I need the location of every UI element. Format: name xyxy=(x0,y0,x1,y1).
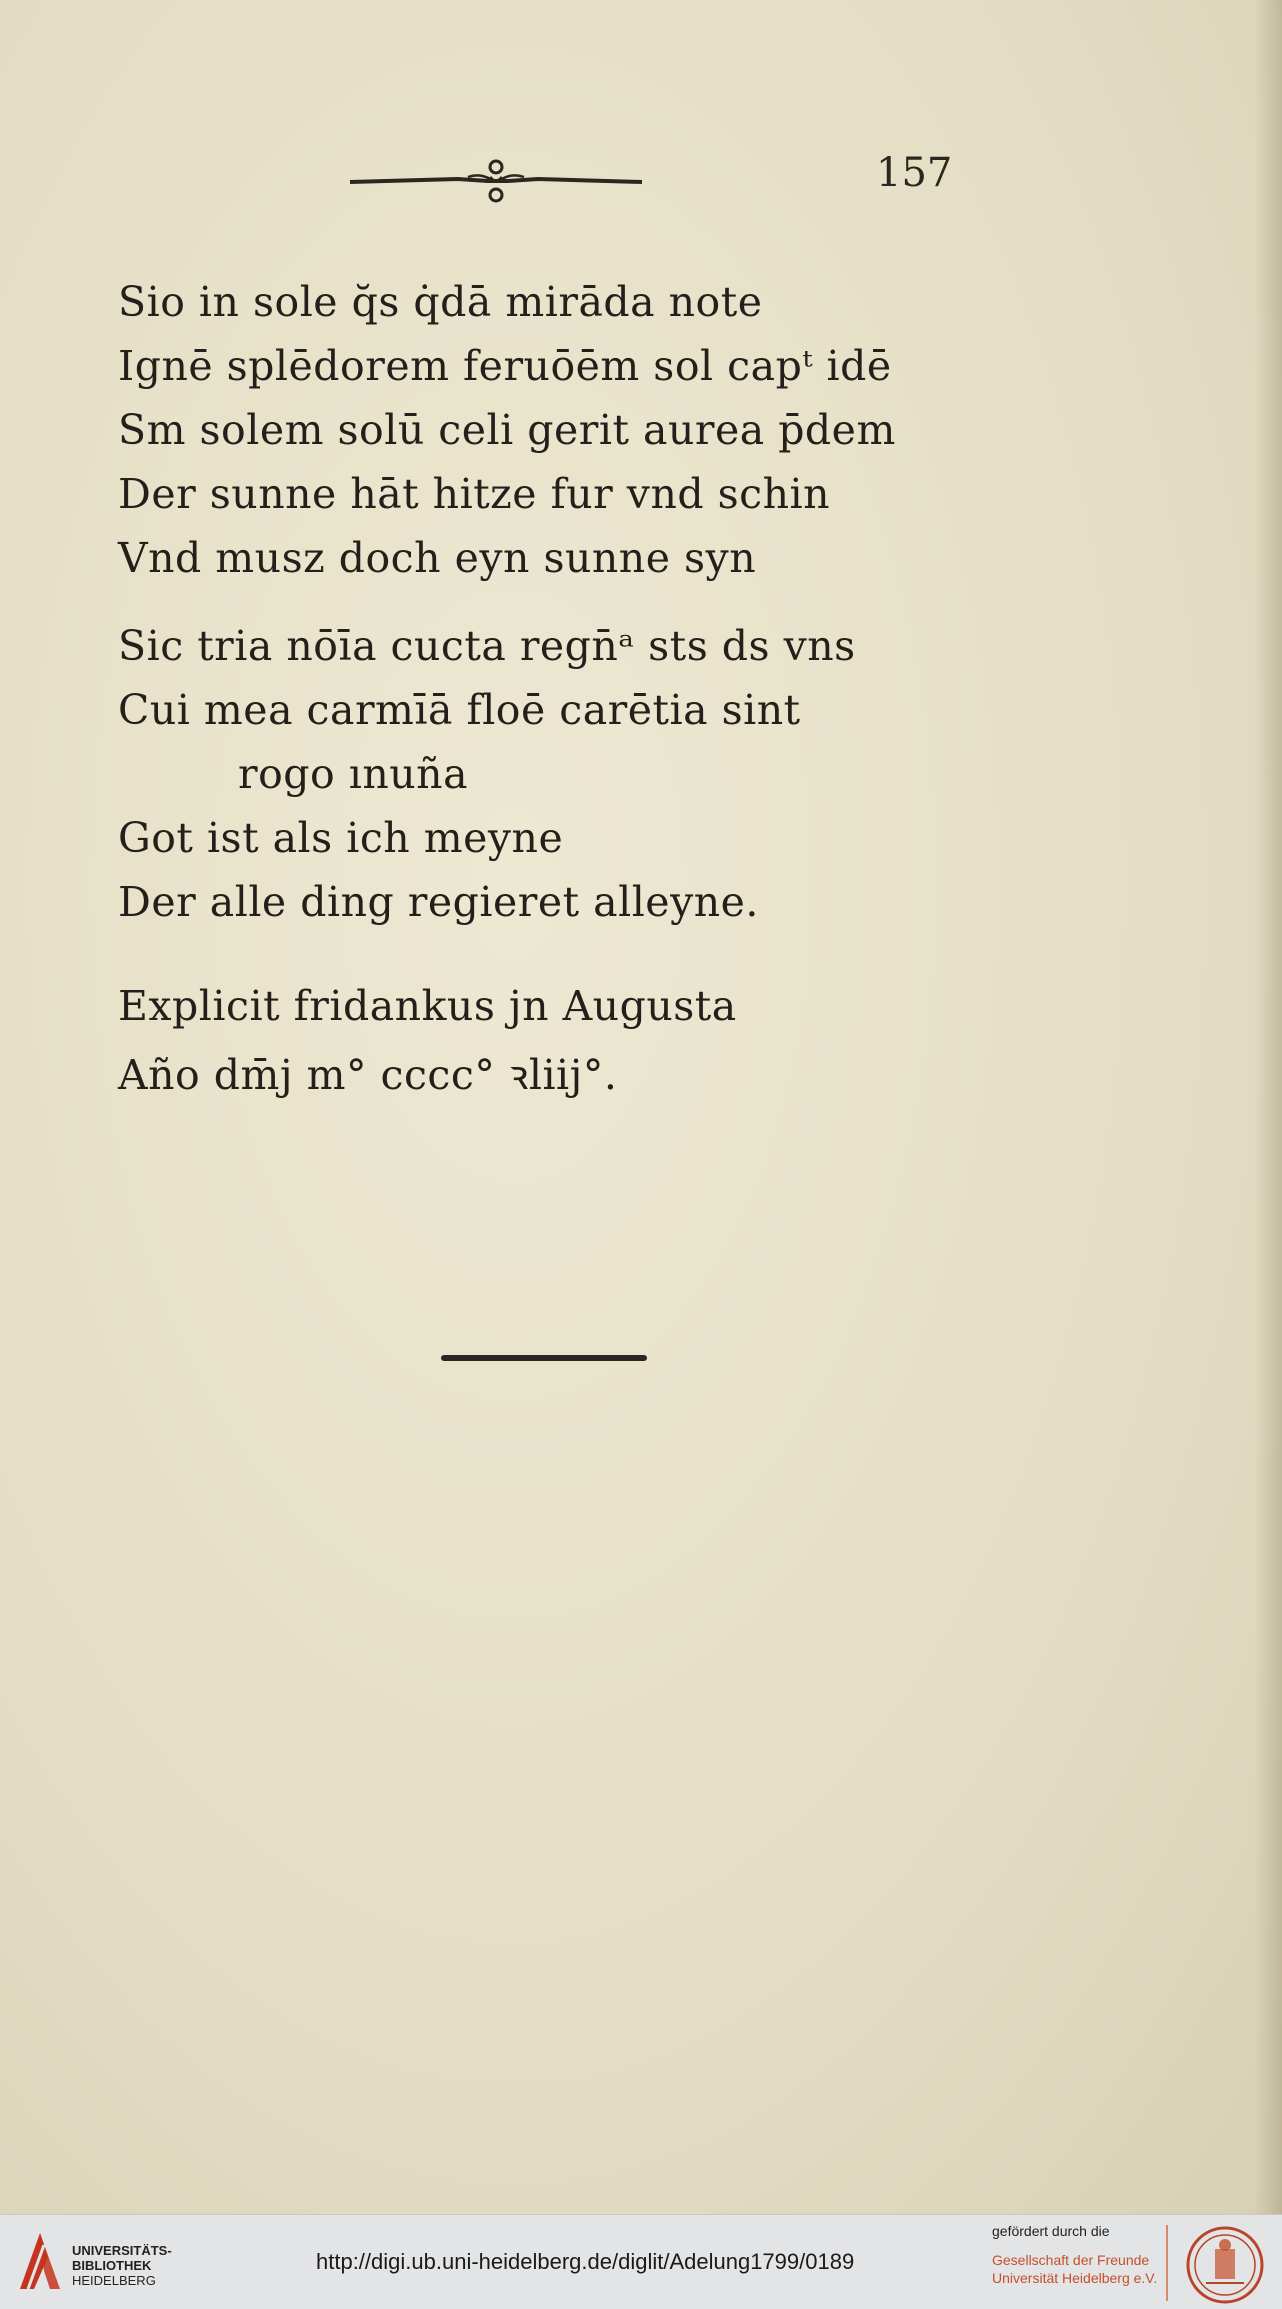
colophon-line: Explicit fridankus jn Augusta xyxy=(118,982,737,1030)
library-name xyxy=(72,2243,172,2288)
footer-bar xyxy=(0,2214,1282,2309)
university-seal-icon[interactable] xyxy=(1182,2225,1268,2305)
library-name-line: BIBLIOTHEK xyxy=(72,2258,152,2273)
library-name-line: HEIDELBERG xyxy=(72,2273,156,2288)
end-rule-divider xyxy=(441,1355,647,1361)
sponsor-name-line: Gesellschaft der Freunde xyxy=(992,2252,1150,2268)
verse-line: Ignē splēdorem feruōēm sol capᵗ idē xyxy=(118,342,892,390)
verse-line: Sio in sole q̆s q̇dā mirāda note xyxy=(118,278,763,326)
page-number: 157 xyxy=(876,150,953,196)
verse-line: Got ist als ich meyne xyxy=(118,814,564,862)
header-ornament xyxy=(348,155,644,205)
library-name-line: UNIVERSITÄTS- xyxy=(72,2243,172,2258)
sponsor-name-line: Universität Heidelberg e.V. xyxy=(992,2270,1158,2286)
sponsor-name[interactable] xyxy=(992,2251,1157,2287)
verse-line: rogo ınuña xyxy=(238,750,469,798)
permalink-url[interactable]: http://digi.ub.uni-heidelberg.de/diglit/Adelung1799/0189 xyxy=(316,2249,855,2274)
sponsor-divider xyxy=(1166,2225,1168,2301)
verse-line: Der alle ding regieret alleyne. xyxy=(118,878,759,926)
verse-line: Vnd musz doch eyn sunne syn xyxy=(118,534,757,582)
verse-line: Sm solem solū celi gerit aurea p̄dem xyxy=(118,406,896,454)
poem-text xyxy=(118,278,896,1110)
page-edge-shadow xyxy=(1254,0,1282,2214)
verse-line: Cui mea carmīā floē carētia sint xyxy=(118,686,801,734)
sponsor-label: gefördert durch die xyxy=(992,2223,1110,2239)
verse-line: Sic tria nōīa cucta regn̄ᵃ sts ds vns xyxy=(118,622,856,670)
verse-line: Der sunne hāt hitze fur vnd schin xyxy=(118,470,831,518)
university-library-logo-icon[interactable] xyxy=(14,2227,66,2297)
colophon-line: Año dm̄j m° cccc° ꝛliij°. xyxy=(118,1051,618,1099)
